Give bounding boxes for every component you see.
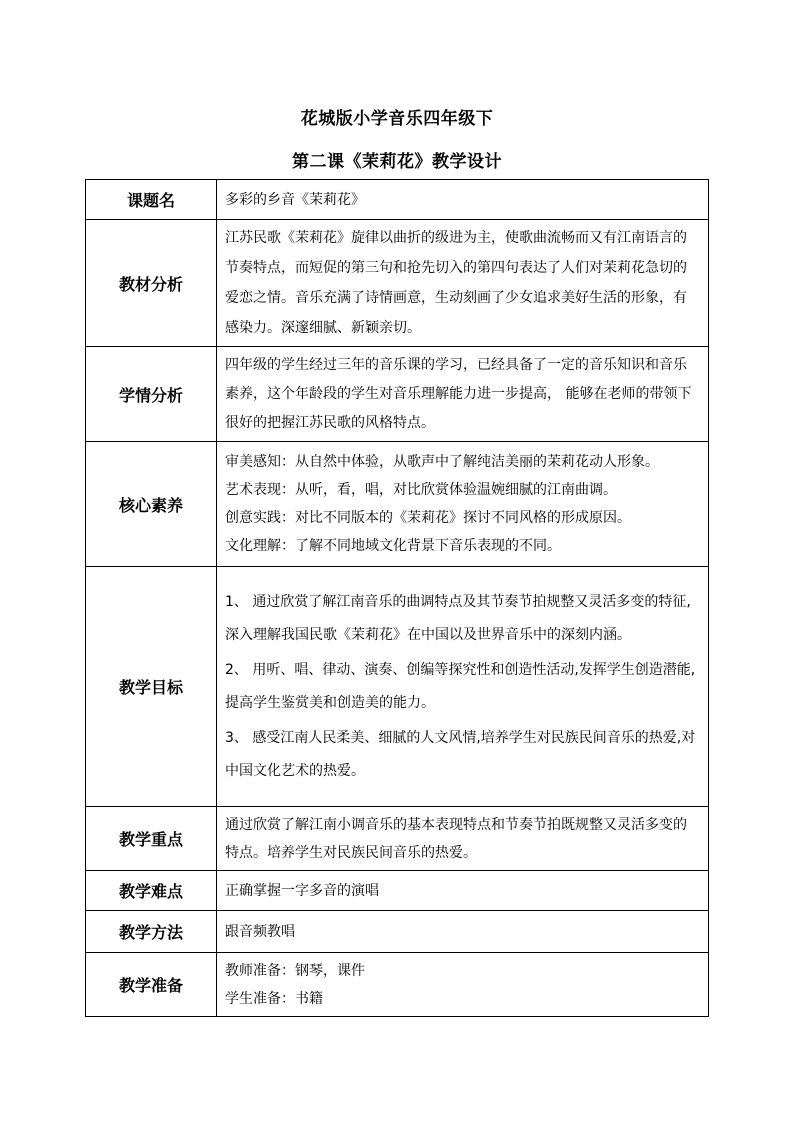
literacy-line-culture: 文化理解：了解不同地域文化背景下音乐表现的不同。 xyxy=(225,538,561,554)
document-subtitle: 第二课《茉莉花》教学设计 xyxy=(292,152,502,172)
table-row-students xyxy=(86,347,709,442)
row-content-methods: 跟音频教唱 xyxy=(217,911,709,953)
row-label-preparation: 教学准备 xyxy=(86,953,217,1017)
document-title: 花城版小学音乐四年级下 xyxy=(300,109,494,129)
goal-item-3: 3、 感受江南人民柔美、细腻的人文风情,培养学生对民族民间音乐的热爱,对中国文化艺术的热爱。 xyxy=(225,729,696,779)
lesson-plan-table xyxy=(85,179,709,1017)
row-label-key-points: 教学重点 xyxy=(86,807,217,871)
table-row-key-points xyxy=(86,807,709,871)
row-content-goals xyxy=(217,567,709,807)
row-content-difficulties: 正确掌握一字多音的演唱 xyxy=(217,871,709,911)
literacy-line-aesthetic: 审美感知：从自然中体验，从歌声中了解纯洁美丽的茉莉花动人形象。 xyxy=(225,454,659,470)
row-label-goals: 教学目标 xyxy=(86,567,217,807)
row-label-material: 教材分析 xyxy=(86,220,217,347)
row-content-key-points: 通过欣赏了解江南小调音乐的基本表现特点和节奏节拍既规整又灵活多变的特点。培养学生对民族民间音乐的热爱。 xyxy=(217,807,709,871)
goal-item-1: 1、 通过欣赏了解江南音乐的曲调特点及其节奏节拍规整又灵活多变的特征,深入理解我国民歌《茉莉花》在中国以及世界音乐中的深刻内涵。 xyxy=(225,593,691,643)
literacy-line-art: 艺术表现：从听，看，唱，对比欣赏体验温婉细腻的江南曲调。 xyxy=(225,482,617,498)
table-row-methods xyxy=(86,911,709,953)
row-content-material: 江苏民歌《茉莉花》旋律以曲折的级进为主，使歌曲流畅而又有江南语言的节奏特点，而短促的第三句和抢先切入的第四句表达了人们对茉莉花急切的爱恋之情。音乐充满了诗情画意，生动刻画了少女追求美好生活的形象，有感染力。深邃细腻、新颖亲切。 xyxy=(217,220,709,347)
row-label-difficulties: 教学难点 xyxy=(86,871,217,911)
row-label-students: 学情分析 xyxy=(86,347,217,442)
table-row-material xyxy=(86,220,709,347)
prep-line-student: 学生准备：书籍 xyxy=(225,990,323,1007)
table-row-topic xyxy=(86,180,709,220)
row-content-preparation xyxy=(217,953,709,1017)
goal-item-2: 2、 用听、唱、律动、演奏、创编等探究性和创造性活动,发挥学生创造潜能,提高学生鉴赏美和创造美的能力。 xyxy=(225,661,696,711)
prep-line-teacher: 教师准备：钢琴，课件 xyxy=(225,962,365,979)
row-label-methods: 教学方法 xyxy=(86,911,217,953)
row-content-students: 四年级的学生经过三年的音乐课的学习，已经具备了一定的音乐知识和音乐素养，这个年龄段的学生对音乐理解能力进一步提高， 能够在老师的带领下很好的把握江苏民歌的风格特点。 xyxy=(217,347,709,442)
table-row-preparation xyxy=(86,953,709,1017)
row-content-literacy xyxy=(217,442,709,567)
literacy-line-creative: 创意实践：对比不同版本的《茉莉花》探讨不同风格的形成原因。 xyxy=(225,510,631,526)
row-label-topic: 课题名 xyxy=(86,180,217,220)
table-row-difficulties xyxy=(86,871,709,911)
table-row-goals xyxy=(86,567,709,807)
row-content-topic: 多彩的乡音《茉莉花》 xyxy=(217,180,709,220)
row-label-literacy: 核心素养 xyxy=(86,442,217,567)
table-row-literacy xyxy=(86,442,709,567)
